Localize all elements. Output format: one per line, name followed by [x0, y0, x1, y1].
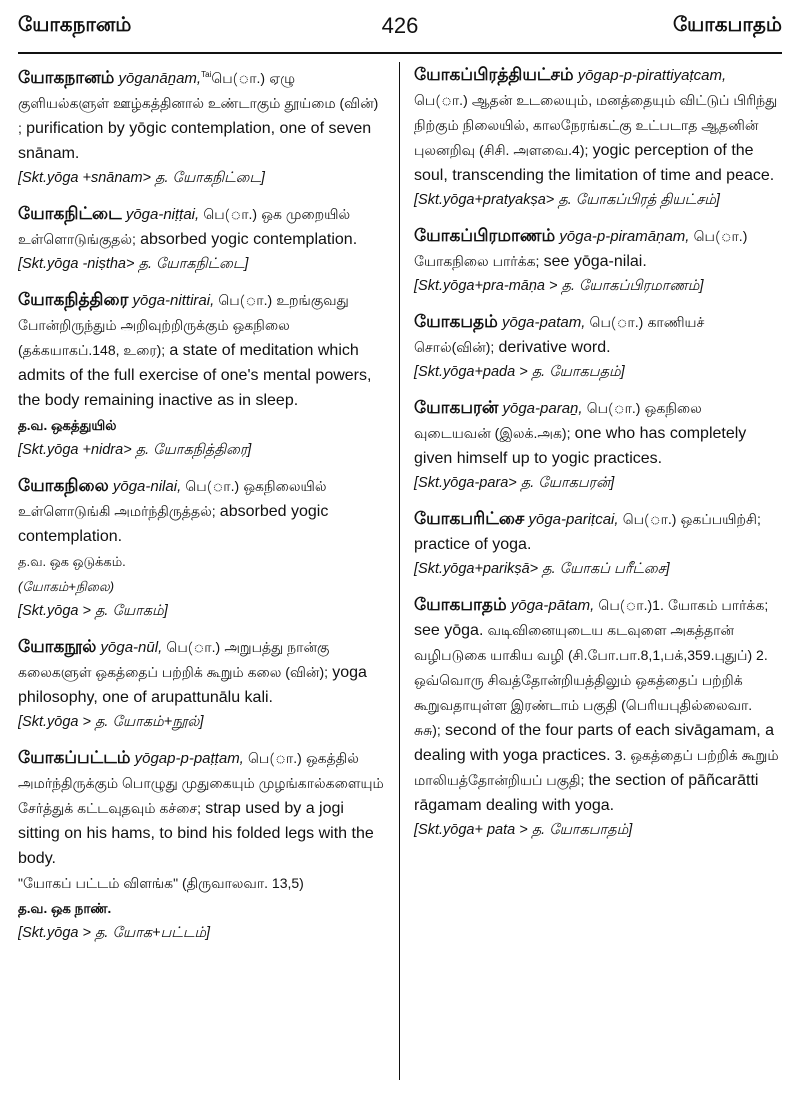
dictionary-entry [18, 473, 385, 624]
citation-quote: "யோகப் பட்டம் விளங்க" (திருவாலவா. 13,5) [18, 875, 304, 891]
etymology: [Skt.yōga > த. யோக+பட்டம்] [18, 925, 211, 941]
etymology: [Skt.yōga+pada > த. யோகபதம்] [414, 364, 625, 380]
headword: யோகப்பட்டம் [18, 748, 131, 767]
part-of-speech: பெ(ா.) [622, 511, 677, 527]
part-of-speech: பெ(ா.) [166, 639, 221, 655]
dictionary-body [18, 62, 782, 1080]
english-definition: purification by yōgic contemplation, one of seven snānam. [18, 120, 372, 162]
headword: யோகநிலை [18, 476, 109, 495]
dictionary-entry [414, 62, 782, 213]
transliteration: yōga-nūl, [100, 639, 163, 656]
etymology: [Skt.yōga > த. யோகம்+நூல்] [18, 714, 204, 730]
dictionary-entry [414, 223, 782, 299]
etymology: [Skt.yōga -niṣtha> த. யோகநிட்டை] [18, 256, 249, 272]
dictionary-entry [414, 506, 782, 582]
page-header [18, 0, 782, 54]
tamil-definition: உறங்குவது போன்றிருந்தும் அறிவுற்றிருக்கும் ஒகநிலை (தக்கயாகப்.148, உரை); [18, 292, 349, 358]
dictionary-entry [414, 395, 782, 496]
part-of-speech: பெ(ா.) [203, 206, 258, 222]
english-definition: practice of yoga. [414, 536, 532, 553]
part-of-speech: பெ(ா.) [414, 92, 468, 108]
tamil-synonym: த.வ. ஒக நாண். [18, 901, 112, 916]
right-column [400, 62, 782, 1080]
part-of-speech: பெ(ா.) [218, 292, 273, 308]
tamil-synonym: த.வ. ஒகத்துயில் [18, 418, 117, 433]
dictionary-entry [18, 287, 385, 463]
headword: யோகபரன் [414, 398, 499, 417]
headword: யோகநூல் [18, 637, 97, 656]
tamil-definition-3: 3. ஒகத்தைப் பற்றிக் கூறும் மாலியத்தோன்றியப் பகுதி; [414, 747, 779, 788]
english-definition: see yōga. [414, 622, 484, 639]
transliteration: yōgap-p-paṭṭam, [134, 750, 244, 767]
etymology: [Skt.yōga > த. யோகம்] [18, 603, 168, 619]
headword: யோகநித்திரை [18, 290, 129, 309]
tamil-definition: அறுபத்து நான்கு கலைகளுள் ஒகத்தைப் பற்றிக் கூறும் கலை (வின்); [18, 639, 330, 680]
etymology: [Skt.yōga-para> த. யோகபரன்] [414, 475, 615, 491]
headword: யோகபாதம் [414, 595, 507, 614]
part-of-speech: பெ(ா.) [589, 314, 644, 330]
english-definition: yogic perception of the soul, transcending the limitation of time and peace. [414, 142, 775, 184]
word-formation: (யோகம்+நிலை) [18, 579, 115, 594]
english-definition-2: second of the four parts of each sivāgamam, a dealing with yoga practices. [414, 722, 775, 764]
part-of-speech: பெ(ா.) [185, 478, 240, 494]
tamil-definition-2: வடிவினையுடைய கடவுளை அகத்தான் வழிபடுகை யாகிய வழி (சி.போ.பா.8,1,பக்,359.புதுப்) 2. ஒவ்வொரு சிவத்தோன்றியத்திலும் ஒகத்தைப் பற்றிக் கூறுவதாயுள்ள இரண்டாம் பகுதி (பெரியபுதில்லைவா. சுசு); [414, 622, 768, 738]
headword: யோகநிட்டை [18, 204, 122, 223]
tamil-definition: ஒகப்பயிற்சி; [680, 511, 761, 527]
etymology: [Skt.yōga+parikṣā> த. யோகப் பரீட்சை] [414, 561, 670, 577]
part-of-speech: பெ(ா.) [693, 228, 748, 244]
tamil-definition: ஏழு குளியல்களுள் ஊழ்கத்தினால் உண்டாகும் தூய்மை (வின்) ; [18, 70, 379, 136]
dictionary-entry [18, 745, 385, 946]
dictionary-entry [18, 201, 385, 277]
tamil-definition: ஒக முறையில் உள்ளொடுங்குதல்; [18, 206, 351, 247]
dictionary-entry [18, 62, 385, 191]
tamil-definition: ஒகநிலை வுடையவன் (இலக்.அக); [414, 400, 702, 441]
transliteration: yōgap-p-pirattiyaṭcam, [577, 67, 727, 84]
dictionary-entry [18, 634, 385, 735]
transliteration: yōga-paraṉ, [502, 400, 583, 417]
headword: யோகபரிட்சை [414, 509, 525, 528]
english-definition: one who has completely given himself up to yogic practices. [414, 425, 747, 467]
transliteration: yōga-patam, [501, 314, 586, 331]
etymology: [Skt.yōga+pratyakṣa> த. யோகப்பிரத் தியட்சம்] [414, 192, 720, 208]
english-definition: a state of meditation which admits of the full exercise of one's mental powers, the body remaining inactive as in sleep. [18, 342, 372, 409]
etymology: [Skt.yōga +snānam> த. யோகநிட்டை] [18, 170, 265, 186]
part-of-speech: பெ(ா.) [248, 750, 302, 766]
transliteration: yōga-pariṭcai, [528, 511, 619, 528]
part-of-speech: பெ(ா.) [586, 400, 641, 416]
tamil-definition: காணியச் சொல்(வின்); [414, 314, 705, 355]
headword: யோகப்பிரத்தியட்சம் [414, 65, 574, 84]
tamil-definition: யோகநிலை பார்க்க; [414, 253, 540, 269]
english-definition: absorbed yogic contemplation. [140, 231, 358, 248]
part-of-speech: பெ(ா.) [211, 70, 266, 86]
tamil-definition: ஆதன் உடலையும், மனத்தையும் விட்டுப் பிரிந்து நிற்கும் நிலையில், காலநேரங்கட்கு உட்படாத ஆதனின் புலனறிவு (சிசி. அளவை.4); [414, 92, 778, 158]
page-number: 426 [381, 13, 419, 38]
part-of-speech: பெ(ா.)1. [598, 597, 664, 613]
dictionary-entry [414, 592, 782, 843]
dictionary-entry [414, 309, 782, 385]
transliteration: yōga-pātam, [510, 597, 595, 614]
etymology: [Skt.yōga +nidra> த. யோகநித்திரை] [18, 442, 252, 458]
transliteration: yōga-p-piramāṇam, [559, 228, 690, 245]
english-definition: strap used by a jogi sitting on his hams, to bind his folded legs with the body. [18, 800, 374, 867]
etymology: [Skt.yōga+ pata > த. யோகபாதம்] [414, 822, 633, 838]
headword: யோகநானம் [18, 68, 115, 87]
english-definition: yoga philosophy, one of arupattunālu kali. [18, 664, 367, 706]
transliteration: yōga-nittirai, [132, 292, 215, 309]
transliteration: yōganāṉam, [118, 70, 202, 87]
header-first-word: யோகநானம் [18, 13, 132, 36]
header-last-word: யோகபாதம் [672, 13, 782, 36]
transliteration: yōga-nilai, [112, 478, 182, 495]
transliteration: yōga-niṭṭai, [125, 206, 200, 223]
headword: யோகபதம் [414, 312, 498, 331]
english-definition-3: the section of pāñcarātti rāgamam dealing with yoga. [414, 772, 759, 814]
headword: யோகப்பிரமாணம் [414, 226, 556, 245]
tamil-definition: ஒகநிலையில் உள்ளொடுங்கி அமர்ந்திருத்தல்; [18, 478, 327, 519]
tamil-definition: யோகம் பார்க்க; [668, 597, 769, 613]
english-definition: absorbed yogic contemplation. [18, 503, 329, 545]
tamil-definition: ஒகத்தில் அமர்ந்திருக்கும் பொழுது முதுகையும் முழங்கால்களையும் சேர்த்துக் கட்டவுதவும் கச்சை; [18, 750, 384, 816]
left-column [18, 62, 400, 1080]
superscript-note: Tai [201, 70, 212, 79]
english-definition: derivative word. [498, 339, 611, 356]
tamil-synonym: த.வ. ஒக ஒடுக்கம். [18, 554, 126, 569]
english-definition: see yōga-nilai. [543, 253, 647, 270]
etymology: [Skt.yōga+pra-māṇa > த. யோகப்பிரமாணம்] [414, 278, 704, 294]
